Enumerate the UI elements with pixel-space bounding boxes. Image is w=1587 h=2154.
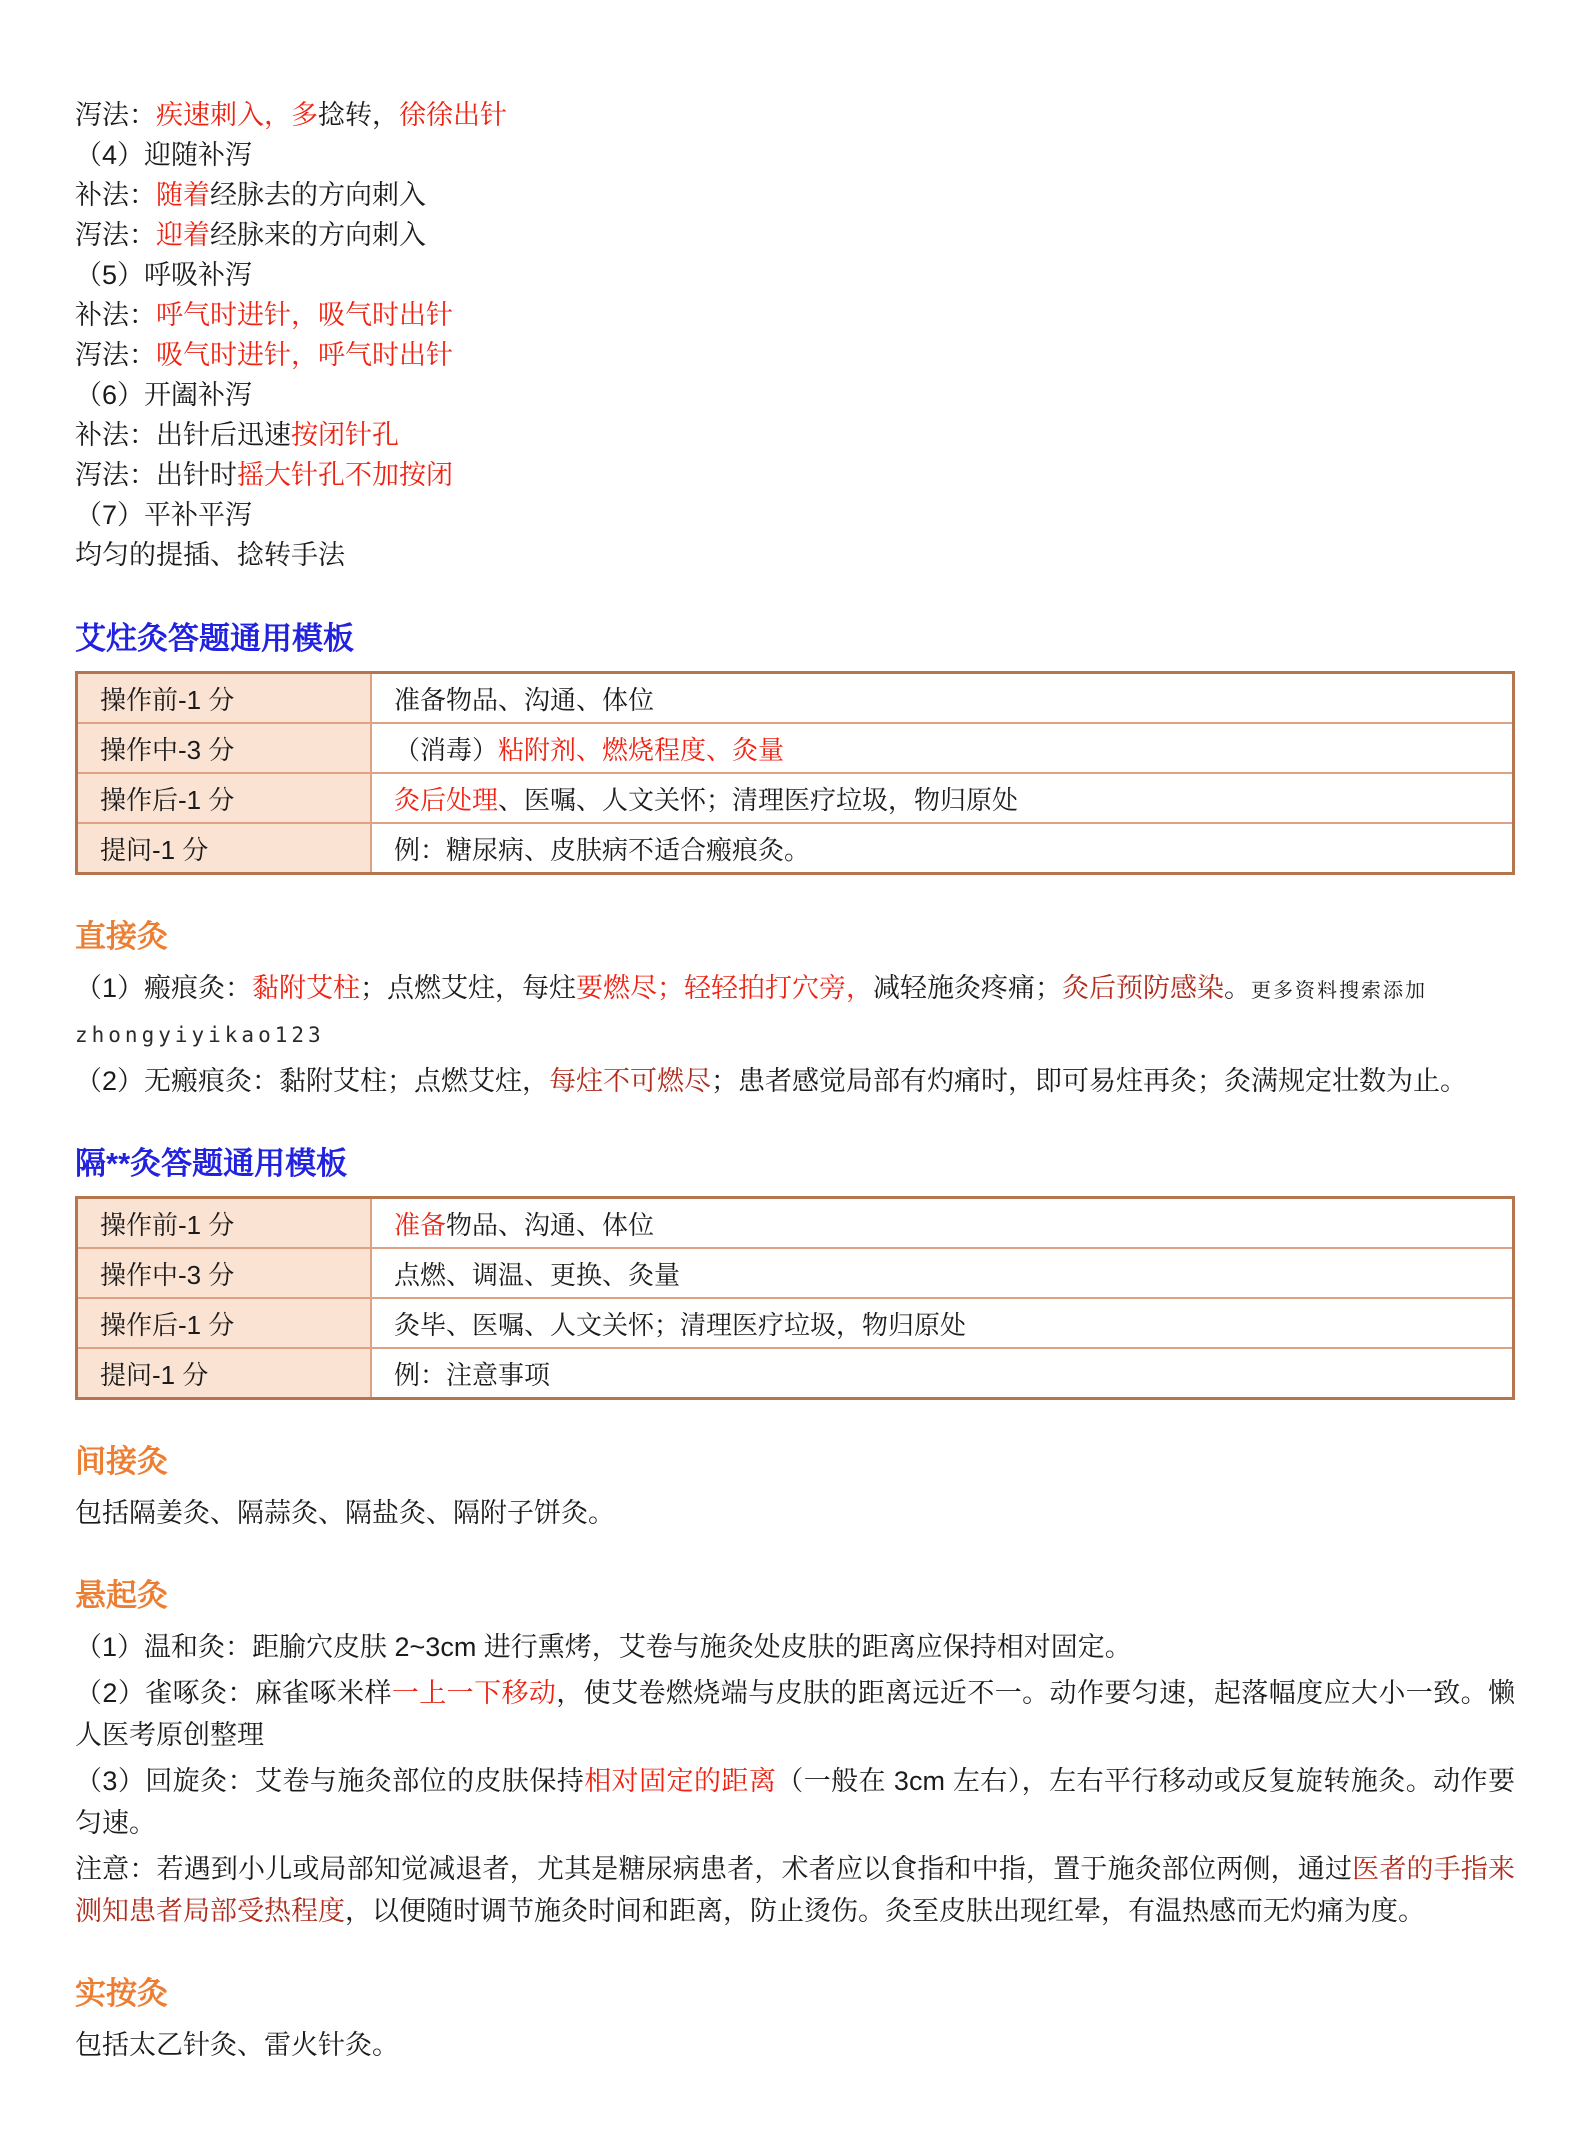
text-run: 黏附艾柱 (252, 973, 361, 1003)
text-line (75, 375, 1515, 415)
text-run: （消毒） (394, 734, 499, 765)
table-row (77, 673, 1514, 724)
row-score-label: 提问-1 分 (77, 1348, 372, 1399)
text-run: 粘附剂、燃烧程度、灸量 (498, 734, 785, 765)
text-run: 补法：出针后迅速 (75, 420, 291, 450)
text-run: （2）雀啄灸：麻雀啄米样 (75, 1678, 392, 1708)
paragraph (75, 1060, 1515, 1102)
text-run: 徐徐出针 (399, 100, 507, 130)
text-run: 每炷不可燃尽 (549, 1066, 712, 1096)
text-run: （7）平补平泻 (75, 500, 253, 530)
text-line (75, 95, 1515, 135)
table-row (77, 773, 1514, 823)
text-run: 均匀的提插、捻转手法 (75, 540, 345, 570)
text-run: 泻法： (75, 220, 156, 250)
text-run: 包括太乙针灸、雷火针灸。 (75, 2030, 399, 2060)
text-run: 。 (1224, 973, 1252, 1003)
table-row (77, 1248, 1514, 1298)
row-score-label: 提问-1 分 (77, 823, 372, 874)
text-run: 一上一下移动 (391, 1678, 557, 1708)
text-run: 准备 (394, 1209, 447, 1240)
section-ge-template (75, 1144, 1515, 1400)
text-run: 补法： (75, 180, 156, 210)
text-run: 物品、沟通、体位 (446, 1209, 655, 1240)
text-run: 吸气时进针，呼气时出针 (156, 340, 453, 370)
text-line (75, 535, 1515, 575)
text-run: （2）无瘢痕灸：黏附艾柱；点燃艾炷， (75, 1066, 550, 1096)
paragraph (75, 1672, 1515, 1756)
text-run: ，以便随时调节施灸时间和距离，防止烫伤。灸至皮肤出现红晕，有温热感而无灼痛为度。 (345, 1896, 1425, 1926)
text-run: 随着 (156, 180, 210, 210)
text-run: ；点燃艾炷，每炷 (360, 973, 577, 1003)
row-score-label: 操作后-1 分 (77, 773, 372, 823)
moxa-cone-template-table-body (77, 673, 1514, 874)
row-content (371, 723, 1514, 773)
table-row (77, 1198, 1514, 1249)
section-suspended-moxibustion (75, 1576, 1515, 1932)
paragraph (75, 1492, 1515, 1534)
text-run: （4）迎随补泻 (75, 140, 253, 170)
tonification-purgation-notes (75, 95, 1515, 575)
row-content (371, 773, 1514, 823)
section-direct-moxibustion (75, 917, 1515, 1102)
section-title-direct-moxibustion: 直接灸 (75, 919, 168, 954)
text-run: 点燃、调温、更换、灸量 (394, 1259, 681, 1290)
text-run: 泻法： (75, 340, 156, 370)
text-run: ，使艾卷燃烧端与皮肤的距离远近不一。动作要匀速，起落幅度应大小一致。懒人医考原创整理 (75, 1678, 1516, 1750)
text-run: 减轻施灸疼痛； (873, 973, 1063, 1003)
text-line (75, 295, 1515, 335)
text-run: 经脉去的方向刺入 (210, 180, 426, 210)
row-content (371, 1348, 1514, 1399)
text-run: 灸后预防感染 (1062, 973, 1225, 1003)
text-run: （1）瘢痕灸： (75, 973, 253, 1003)
section-title-suspended-moxibustion: 悬起灸 (75, 1578, 168, 1613)
section-title-indirect-moxibustion: 间接灸 (75, 1444, 168, 1479)
section-title-pressing-moxibustion: 实按灸 (75, 1976, 168, 2011)
text-run: （5）呼吸补泻 (75, 260, 253, 290)
row-score-label: 操作中-3 分 (77, 723, 372, 773)
row-content (371, 673, 1514, 724)
text-run: 灸后处理 (394, 784, 499, 815)
text-run: 灸毕、医嘱、人文关怀；清理医疗垃圾，物归原处 (394, 1309, 967, 1340)
text-run: 准备物品、沟通、体位 (394, 684, 655, 715)
section-indirect-moxibustion (75, 1442, 1515, 1534)
paragraph (75, 1760, 1515, 1844)
text-line (75, 335, 1515, 375)
text-run: 疾速刺入，多 (156, 100, 318, 130)
direct-moxibustion-paragraphs (75, 967, 1515, 1102)
ge-template-table (75, 1196, 1515, 1400)
text-run: （1）温和灸：距腧穴皮肤 2~3cm 进行熏烤，艾卷与施灸处皮肤的距离应保持相对固定。 (75, 1632, 1132, 1662)
text-run: 例：糖尿病、皮肤病不适合瘢痕灸。 (394, 834, 811, 865)
row-content (371, 1198, 1514, 1249)
text-run: 呼气时进针，吸气时出针 (156, 300, 453, 330)
table-row (77, 723, 1514, 773)
section-moxa-cone-template (75, 619, 1515, 875)
text-line (75, 415, 1515, 455)
text-run: 更多资料搜索添加 (1251, 980, 1428, 1002)
text-run: （6）开阖补泻 (75, 380, 253, 410)
text-run: 包括隔姜灸、隔蒜灸、隔盐灸、隔附子饼灸。 (75, 1498, 615, 1528)
section-pressing-moxibustion (75, 1974, 1515, 2066)
text-run: 、医嘱、人文关怀；清理医疗垃圾，物归原处 (498, 784, 1019, 815)
text-run: 补法： (75, 300, 156, 330)
ge-template-table-body (77, 1198, 1514, 1399)
table-row (77, 1348, 1514, 1399)
text-run: 要燃尽；轻轻拍打穴旁， (576, 973, 874, 1003)
row-score-label: 操作中-3 分 (77, 1248, 372, 1298)
text-run: （一般在 3cm 左右），左右平行移动或反复旋转施灸。动作要匀速。 (75, 1766, 1516, 1838)
moxa-cone-template-table (75, 671, 1515, 875)
paragraph (75, 1848, 1515, 1932)
suspended-moxibustion-paragraphs (75, 1626, 1515, 1932)
text-run: （3）回旋灸：艾卷与施灸部位的皮肤保持 (75, 1766, 585, 1796)
paragraph (75, 2024, 1515, 2066)
text-line (75, 455, 1515, 495)
text-run: 注意：若遇到小儿或局部知觉减退者，尤其是糖尿病患者，术者应以食指和中指，置于施灸部位两侧，通过 (75, 1854, 1353, 1884)
row-score-label: 操作前-1 分 (77, 673, 372, 724)
row-score-label: 操作后-1 分 (77, 1298, 372, 1348)
pressing-moxibustion-paragraphs (75, 2024, 1515, 2066)
section-title-ge-template: 隔**灸答题通用模板 (75, 1146, 348, 1181)
text-run: 医者的手指来测知患者局部受热程度 (75, 1854, 1516, 1926)
text-line (75, 495, 1515, 535)
row-score-label: 操作前-1 分 (77, 1198, 372, 1249)
table-row (77, 823, 1514, 874)
text-run: zhongyiyikao123 (75, 1023, 325, 1047)
table-row (77, 1298, 1514, 1348)
text-run: 摇大针孔不加按闭 (237, 460, 453, 490)
text-line (75, 135, 1515, 175)
text-line (75, 215, 1515, 255)
text-run: 泻法：出针时 (75, 460, 237, 490)
text-run: 经脉来的方向刺入 (210, 220, 426, 250)
text-line (75, 255, 1515, 295)
text-run: 捻转， (318, 100, 399, 130)
row-content (371, 1298, 1514, 1348)
text-run: 迎着 (156, 220, 210, 250)
text-run: 泻法： (75, 100, 156, 130)
text-run: 例：注意事项 (394, 1359, 551, 1390)
row-content (371, 1248, 1514, 1298)
text-run: ；患者感觉局部有灼痛时，即可易炷再灸；灸满规定壮数为止。 (711, 1066, 1468, 1096)
paragraph (75, 967, 1515, 1056)
indirect-moxibustion-paragraphs (75, 1492, 1515, 1534)
section-title-moxa-cone-template: 艾炷灸答题通用模板 (75, 621, 354, 656)
row-content (371, 823, 1514, 874)
text-run: 相对固定的距离 (584, 1766, 777, 1796)
text-line (75, 175, 1515, 215)
text-run: 按闭针孔 (291, 420, 399, 450)
paragraph (75, 1626, 1515, 1668)
